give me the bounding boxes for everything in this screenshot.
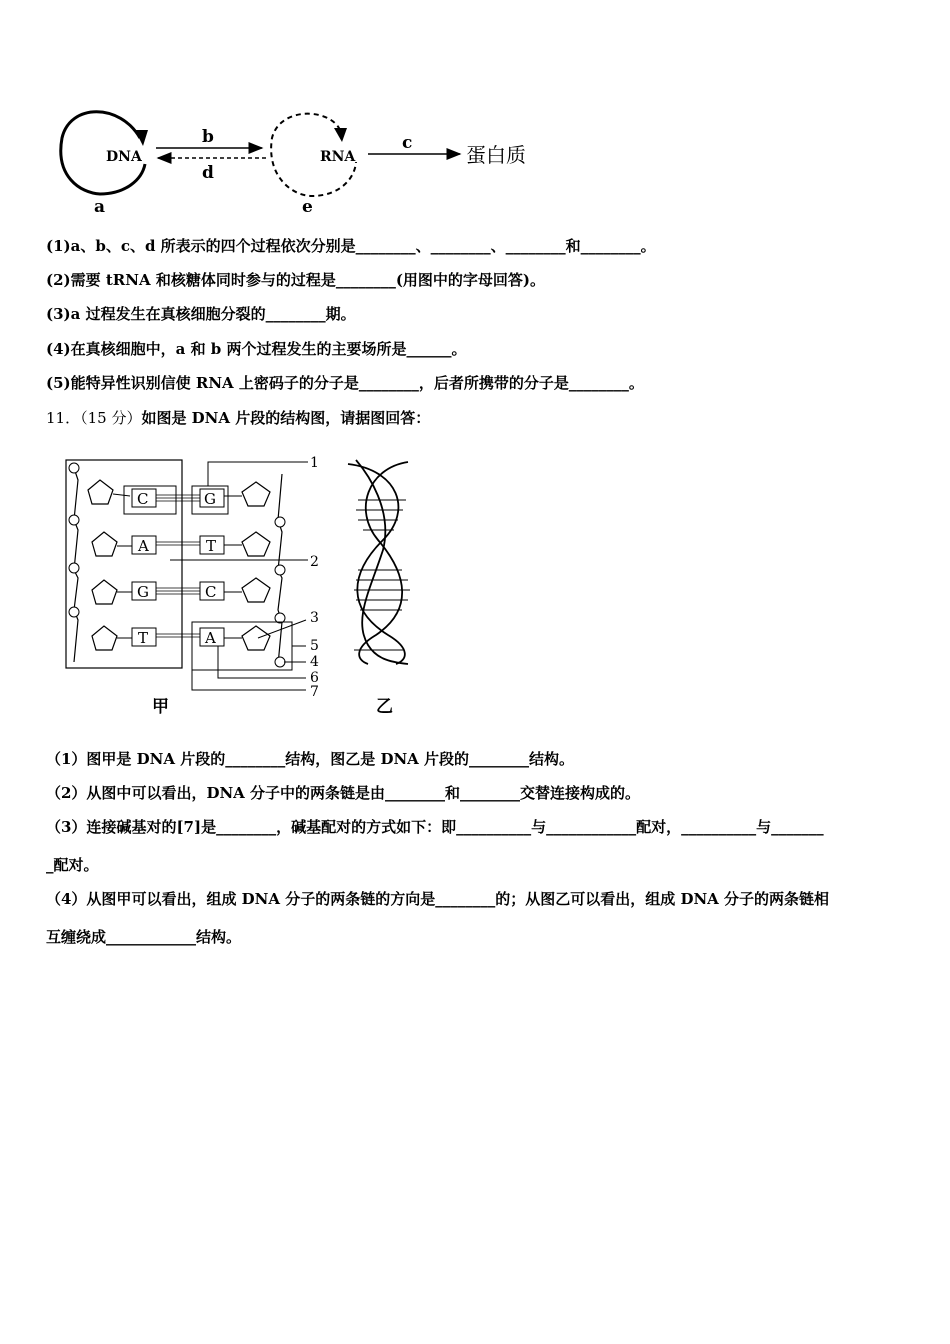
right-base: T (206, 537, 217, 555)
left-base: A (138, 537, 149, 555)
q11-heading (46, 408, 430, 428)
callout-6: 6 (310, 670, 319, 686)
caption-jia: 甲 (152, 697, 169, 717)
right-base: A (205, 629, 216, 647)
q11-item-4b: 互缠绕成____________结构。 (46, 928, 242, 946)
callout-7: 7 (310, 684, 319, 700)
right-base: C (205, 583, 217, 601)
q11-item-1: （1）图甲是 DNA 片段的________结构，图乙是 DNA 片段的________结构。 (46, 750, 575, 768)
callout-5: 5 (310, 638, 319, 654)
dna-label: DNA (106, 149, 142, 165)
label-b: b (202, 127, 214, 147)
central-dogma-diagram (50, 98, 560, 220)
q11-item-3a: （3）连接碱基对的[7]是________，碱基配对的方式如下：即__________与____________配对，__________与_______ (46, 818, 824, 836)
q10-item-3: (3)a 过程发生在真核细胞分裂的________期。 (46, 305, 356, 323)
rna-label: RNA (320, 149, 356, 165)
label-e: e (302, 197, 313, 217)
label-c: c (402, 133, 413, 153)
q11-item-2: （2）从图中可以看出，DNA 分子中的两条链是由________和________交替连接构成的。 (46, 784, 641, 802)
callout-3: 3 (310, 610, 319, 626)
label-a: a (94, 197, 106, 217)
q10-item-1: (1)a、b、c、d 所表示的四个过程依次分别是________、________、________和________。 (46, 237, 656, 255)
q11-item-4a: （4）从图甲可以看出，组成 DNA 分子的两条链的方向是________的；从图乙可以看出，组成 DNA 分子的两条链相 (46, 890, 830, 908)
q10-item-4: (4)在真核细胞中，a 和 b 两个过程发生的主要场所是______。 (46, 340, 467, 358)
q11-number: 11． (46, 409, 81, 427)
left-base: C (137, 490, 149, 508)
callout-2: 2 (310, 554, 319, 570)
callout-1: 1 (310, 455, 319, 471)
left-base: G (137, 583, 149, 601)
right-base: G (204, 490, 216, 508)
q10-item-5: (5)能特异性识别信使 RNA 上密码子的分子是________，后者所携带的分子是________。 (46, 374, 644, 392)
caption-yi: 乙 (376, 697, 393, 717)
q11-stem: 如图是 DNA 片段的结构图，请据图回答： (141, 409, 431, 427)
callout-4: 4 (310, 654, 319, 670)
q11-score: （15 分） (80, 409, 142, 427)
q11-item-3b: _配对。 (46, 856, 99, 874)
label-d: d (202, 163, 214, 183)
q10-item-2: (2)需要 tRNA 和核糖体同时参与的过程是________(用图中的字母回答)。 (46, 271, 546, 289)
protein-label: 蛋白质 (466, 143, 526, 167)
double-helix (348, 460, 410, 664)
dna-structure-diagram (58, 450, 428, 720)
left-base: T (138, 629, 149, 647)
